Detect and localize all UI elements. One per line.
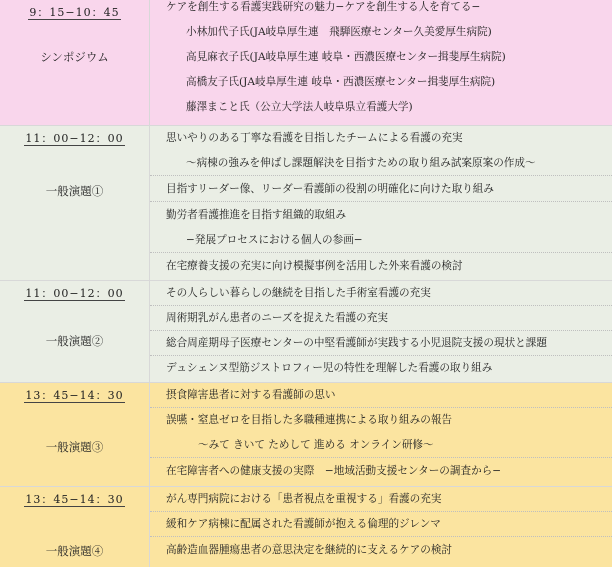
presentation-title: 総合周産期母子医療センターの中堅看護師が実践する小児退院支援の現状と課題 — [150, 331, 612, 356]
speaker-line: 高見麻衣子氏(JA岐阜厚生連 岐阜・西濃医療センター揖斐厚生病院) — [186, 51, 506, 63]
speaker-line: 高橋友子氏(JA岐阜厚生連 岐阜・西濃医療センター揖斐厚生病院) — [186, 76, 496, 88]
presentation-title: 周術期乳がん患者のニーズを捉えた看護の充実 — [150, 306, 612, 331]
session-symposium — [0, 0, 612, 125]
session-general-2 — [0, 280, 612, 383]
presentation-title: 緩和ケア病棟に配属された看護師が抱える倫理的ジレンマ — [150, 512, 612, 537]
session-label: 一般演題③ — [45, 440, 104, 454]
session-general-3 — [0, 382, 612, 487]
presentation-subtitle: 〜病棟の強みを伸ばし課題解決を目指すための取り組み試案原案の作成〜 — [150, 151, 612, 176]
presentation-subtitle: 〜みて きいて ためして 進める オンライン研修〜 — [150, 433, 612, 458]
session-time: 9：15−10：45 — [29, 6, 120, 19]
session-time: 11：00−12：00 — [25, 132, 124, 145]
session-time: 13：45−14：30 — [25, 389, 124, 402]
session-label: 一般演題④ — [45, 544, 104, 558]
presentation-title: 在宅療養支援の充実に向け模擬事例を活用した外来看護の検討 — [166, 260, 463, 272]
session-label: シンポジウム — [40, 50, 109, 64]
speaker-line: 小林加代子氏(JA岐阜厚生連 飛騨医療センター久美愛厚生病院) — [186, 26, 492, 38]
session-time: 11：00−12：00 — [25, 287, 124, 300]
presentation-subtitle: −発展プロセスにおける個人の参画− — [150, 228, 612, 253]
speaker-line: 藤澤まこと氏（公立大学法人岐阜県立看護大学) — [186, 101, 413, 113]
presentation-title: がん専門病院における「患者視点を重視する」看護の充実 — [150, 487, 612, 512]
presentation-title: 誤嚥・窒息ゼロを目指した多職種連携による取り組みの報告 — [166, 414, 453, 426]
presentation-title: 在宅障害者への健康支援の実際 −地域活動支援センターの調査から− — [166, 465, 502, 477]
presentation-title: 目指すリーダー像、リーダー看護師の役割の明確化に向けた取り組み — [150, 177, 612, 202]
presentation-title: 摂食障害患者に対する看護師の思い — [150, 383, 612, 408]
session-time: 13：45−14：30 — [25, 493, 124, 506]
session-general-1 — [0, 125, 612, 281]
symposium-title: ケアを創生する看護実践研究の魅力−ケアを創生する人を育てる− — [166, 1, 481, 13]
presentation-title: 勤労者看護推進を目指す組織的取組み — [166, 209, 347, 221]
presentation-title: 高齢造血器腫瘍患者の意思決定を継続的に支えるケアの検討 — [166, 544, 453, 556]
session-label: 一般演題② — [45, 334, 104, 348]
presentation-title: その人らしい暮らしの継続を目指した手術室看護の充実 — [150, 281, 612, 306]
session-general-4 — [0, 486, 612, 567]
presentation-title: 思いやりのある丁寧な看護を目指したチームによる看護の充実 — [166, 132, 463, 144]
presentation-title: デュシェンヌ型筋ジストロフィー児の特性を理解した看護の取り組み — [166, 362, 493, 374]
session-label: 一般演題① — [45, 184, 104, 198]
